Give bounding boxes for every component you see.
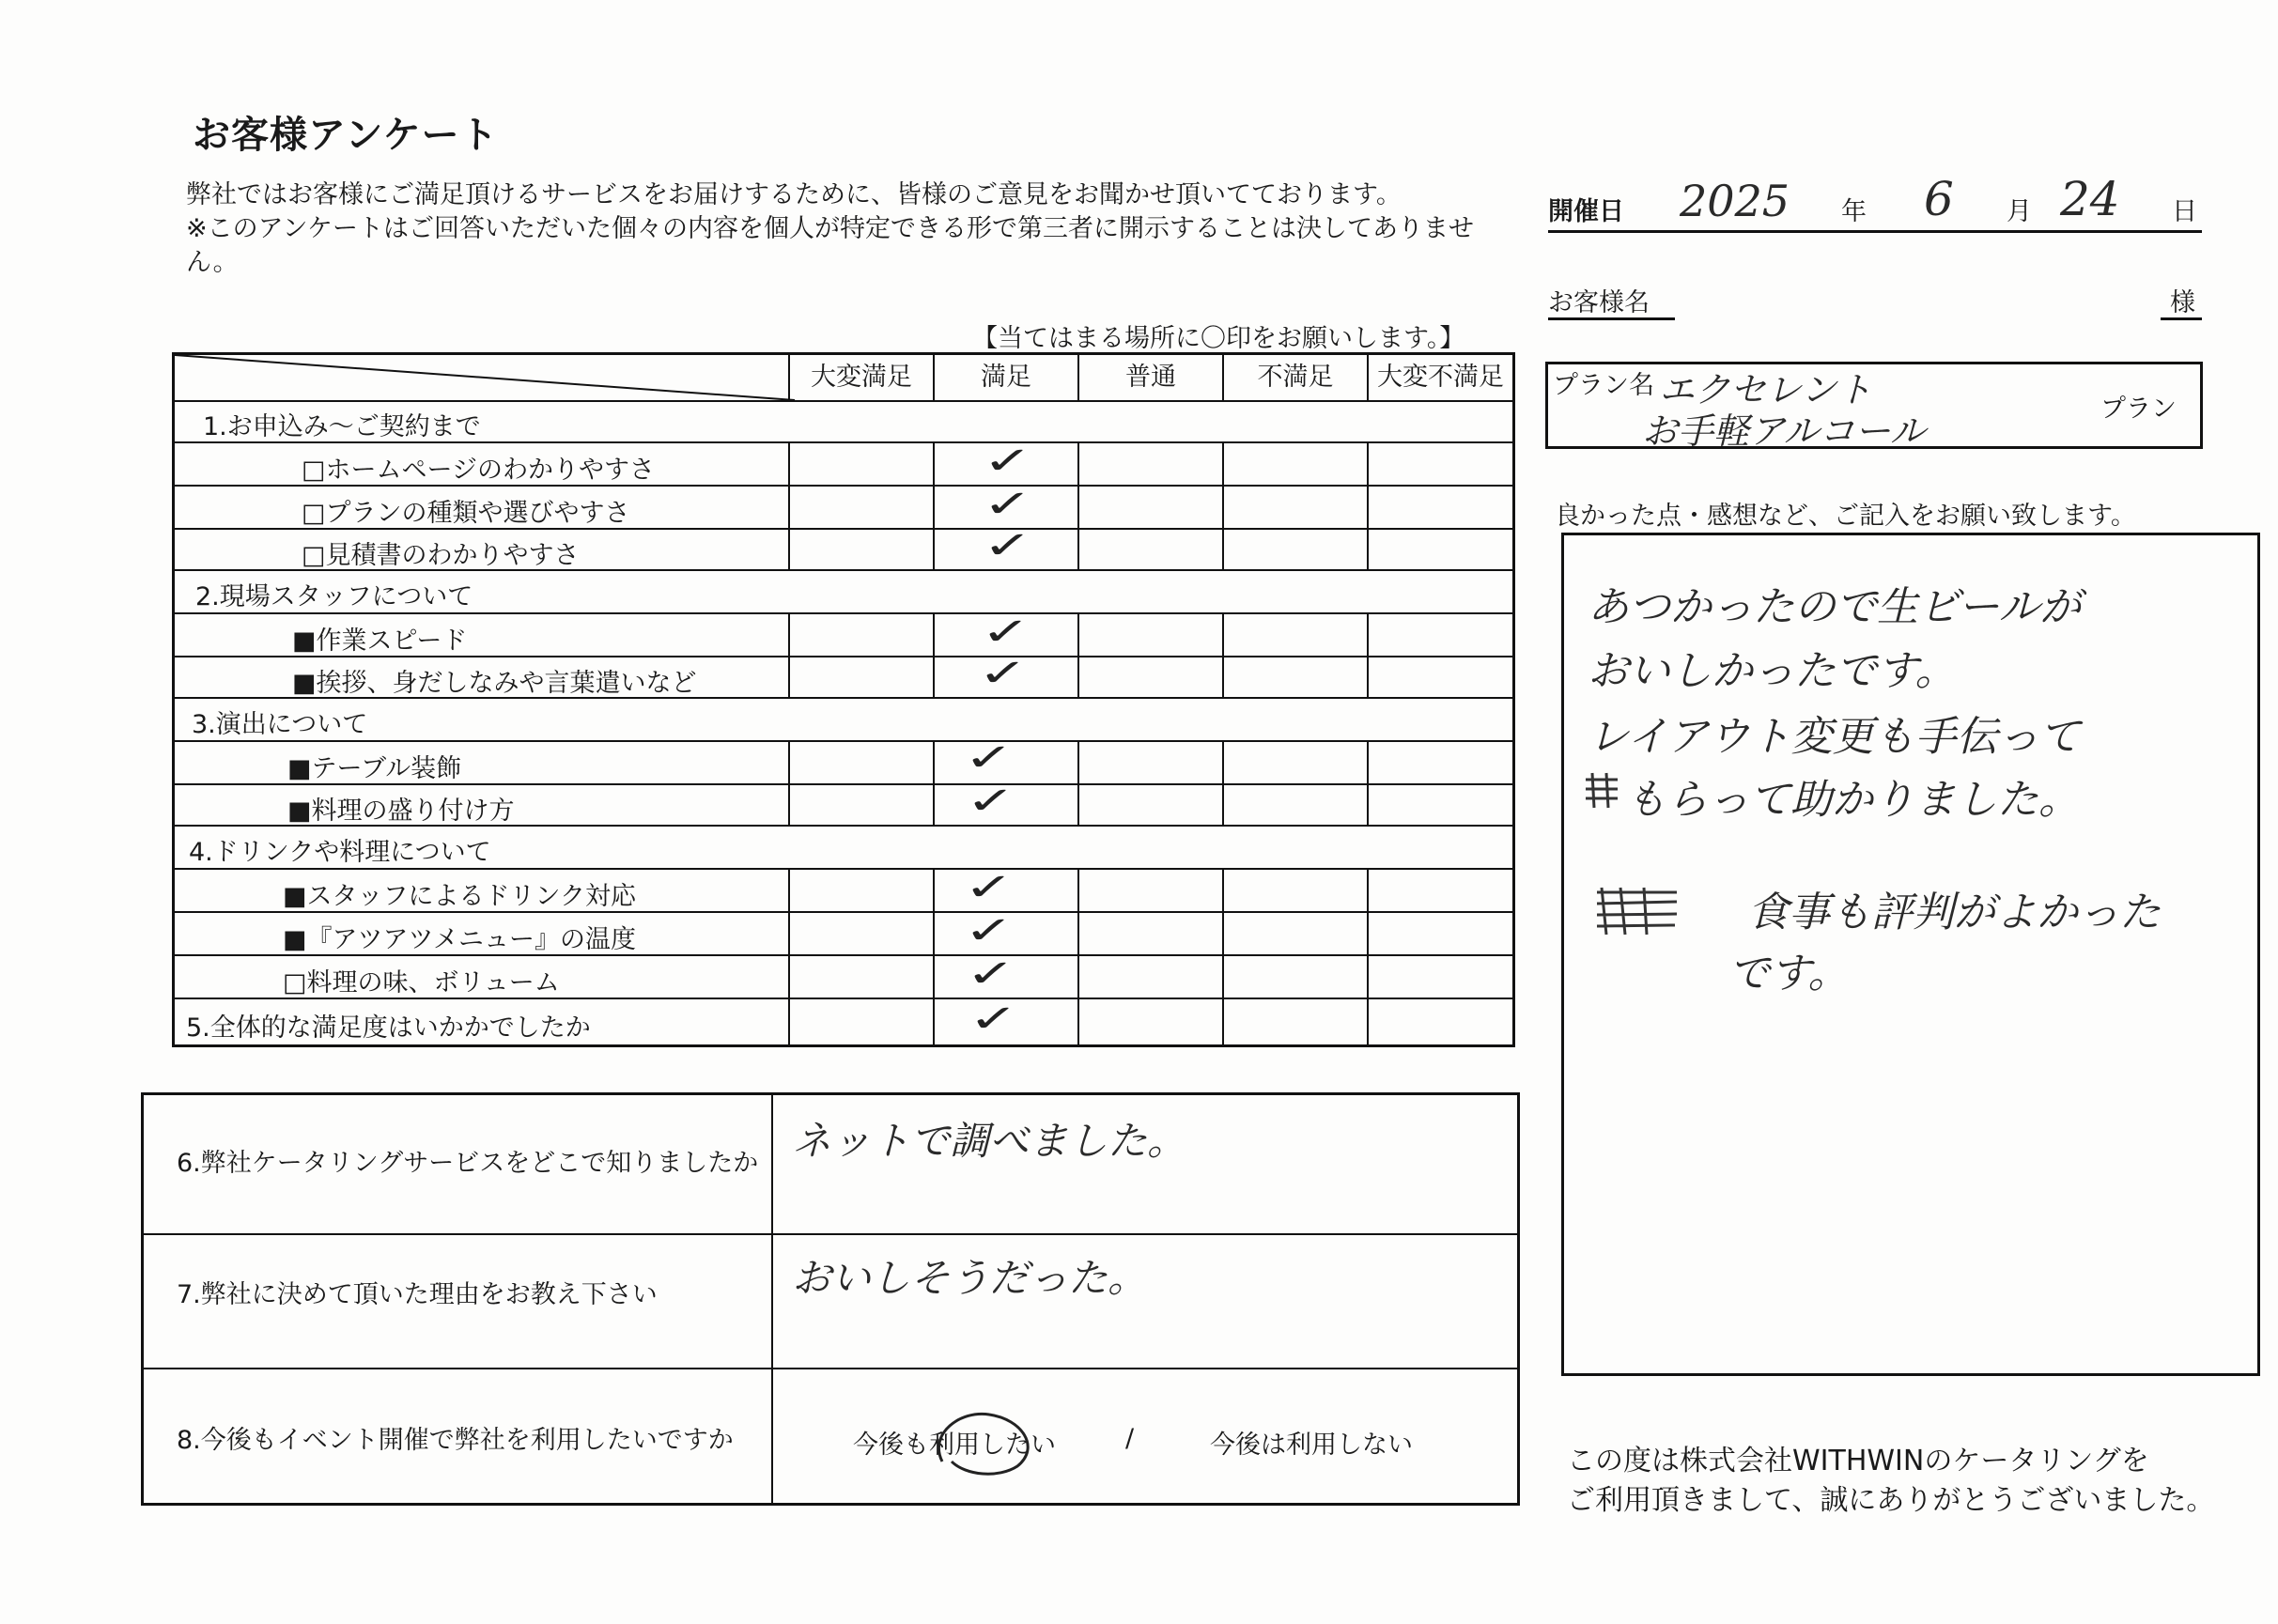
- check-mark[interactable]: ✓: [965, 952, 1016, 996]
- question-7-answer[interactable]: おいしそうだった。: [792, 1255, 1148, 1301]
- plan-label: プラン名: [1553, 371, 1654, 400]
- table-row: ■作業スピード ✓: [175, 612, 1512, 656]
- date-label: 開催日: [1548, 197, 1624, 226]
- table-row: □見積書のわかりやすさ ✓: [175, 528, 1512, 569]
- intro-line-2: ※このアンケートはご回答いただいた個々の内容を個人が特定できる形で第三者に開示することは決してありません。: [186, 214, 1475, 277]
- check-mark[interactable]: ✓: [982, 524, 1033, 567]
- check-mark[interactable]: ✓: [982, 440, 1033, 483]
- check-mark[interactable]: ✓: [982, 483, 1033, 526]
- day-unit: 日: [2172, 197, 2197, 226]
- check-mark[interactable]: ✓: [963, 736, 1015, 780]
- feedback-line: おいしかったです。: [1588, 647, 1957, 695]
- section-title-2: 2.現場スタッフについて: [175, 569, 1512, 612]
- table-row: ■スタッフによるドリンク対応 ✓: [175, 868, 1512, 911]
- header-diagonal: [175, 355, 795, 400]
- survey-title: お客様アンケート: [193, 114, 499, 157]
- section-title-3: 3.演出について: [175, 697, 1512, 740]
- col-very-satisfied: 大変満足: [788, 355, 933, 400]
- table-row: □料理の味、ボリューム ✓: [175, 954, 1512, 998]
- overall-row: 5.全体的な満足度はいかかでしたか ✓: [175, 998, 1512, 1044]
- date-month[interactable]: 6: [1924, 172, 1954, 226]
- feedback-line: レイアウト変更も手伝って: [1588, 713, 2081, 761]
- thanks-line-1: この度は株式会社WITHWINのケータリングを: [1567, 1445, 2149, 1477]
- feedback-line: 食事も評判がよかった: [1747, 889, 2161, 936]
- option-will-not-use[interactable]: 今後は利用しない: [1210, 1431, 1413, 1460]
- customer-name-label: お客様名: [1548, 288, 1650, 317]
- month-unit: 月: [2007, 197, 2032, 226]
- date-year[interactable]: 2025: [1680, 176, 1790, 226]
- table-row: □ホームページのわかりやすさ ✓: [175, 441, 1512, 485]
- section-title-4: 4.ドリンクや料理について: [175, 825, 1512, 868]
- scribble-out: [1583, 770, 1620, 812]
- section-title-1: 1.お申込み～ご契約まで: [175, 400, 1512, 441]
- feedback-line: です。: [1728, 950, 1850, 998]
- check-mark[interactable]: ✓: [968, 998, 1019, 1041]
- table-row: ■挨拶、身だしなみや言葉遣いなど ✓: [175, 656, 1512, 697]
- check-mark[interactable]: ✓: [980, 611, 1031, 654]
- question-6-label: 6.弊社ケータリングサービスをどこで知りましたか: [177, 1149, 759, 1178]
- col-satisfied: 満足: [933, 355, 1077, 400]
- plan-name-line-2[interactable]: お手軽アルコール: [1642, 410, 1926, 452]
- question-table: [141, 1092, 1520, 1506]
- intro-line-1: 弊社ではお客様にご満足頂けるサービスをお届けするために、皆様のご意見をお聞かせ頂いてております。: [186, 180, 1402, 209]
- check-mark[interactable]: ✓: [963, 909, 1015, 952]
- table-row: ■料理の盛り付け方 ✓: [175, 783, 1512, 825]
- question-7-label: 7.弊社に決めて頂いた理由をお教え下さい: [177, 1280, 658, 1309]
- scribble-out: [1592, 883, 1681, 939]
- check-mark[interactable]: ✓: [965, 780, 1016, 823]
- instruction-note: 【当てはまる場所に〇印をお願いします。】: [972, 324, 1465, 353]
- check-mark[interactable]: ✓: [977, 652, 1029, 695]
- option-will-use[interactable]: 今後も利用したい: [853, 1431, 1056, 1460]
- selection-circle: [923, 1405, 1046, 1480]
- col-neutral: 普通: [1077, 355, 1222, 400]
- table-row: ■『アツアツメニュー』の温度 ✓: [175, 911, 1512, 954]
- date-day[interactable]: 24: [2060, 172, 2120, 226]
- intro-text: [186, 178, 1520, 280]
- question-8-label: 8.今後もイベント開催で弊社を利用したいですか: [177, 1426, 734, 1455]
- feedback-label: 良かった点・感想など、ご記入をお願い致します。: [1555, 502, 2136, 531]
- table-row: □プランの種類や選びやすさ ✓: [175, 485, 1512, 528]
- feedback-line: もらって助かりました。: [1625, 776, 2080, 824]
- col-dissatisfied: 不満足: [1222, 355, 1367, 400]
- feedback-box[interactable]: [1561, 533, 2260, 1376]
- event-date: [1548, 172, 2202, 233]
- col-very-dissatisfied: 大変不満足: [1367, 355, 1512, 400]
- option-separator: /: [1125, 1424, 1135, 1453]
- plan-suffix: プラン: [2100, 394, 2177, 424]
- rating-table: [172, 352, 1515, 1047]
- check-mark[interactable]: ✓: [963, 866, 1015, 909]
- question-6-answer[interactable]: ネットで調べました。: [792, 1118, 1187, 1164]
- plan-box: [1545, 362, 2203, 452]
- table-row: ■テーブル装飾 ✓: [175, 740, 1512, 783]
- plan-name-line-1[interactable]: エクセレント: [1659, 369, 1873, 410]
- feedback-line: あつかったので生ビールが: [1588, 583, 2082, 631]
- thanks-line-2: ご利用頂きまして、誠にありがとうございました。: [1567, 1484, 2215, 1517]
- customer-honorific: 様: [2170, 288, 2195, 317]
- thank-you-message: [1567, 1442, 2262, 1521]
- year-unit: 年: [1841, 197, 1867, 226]
